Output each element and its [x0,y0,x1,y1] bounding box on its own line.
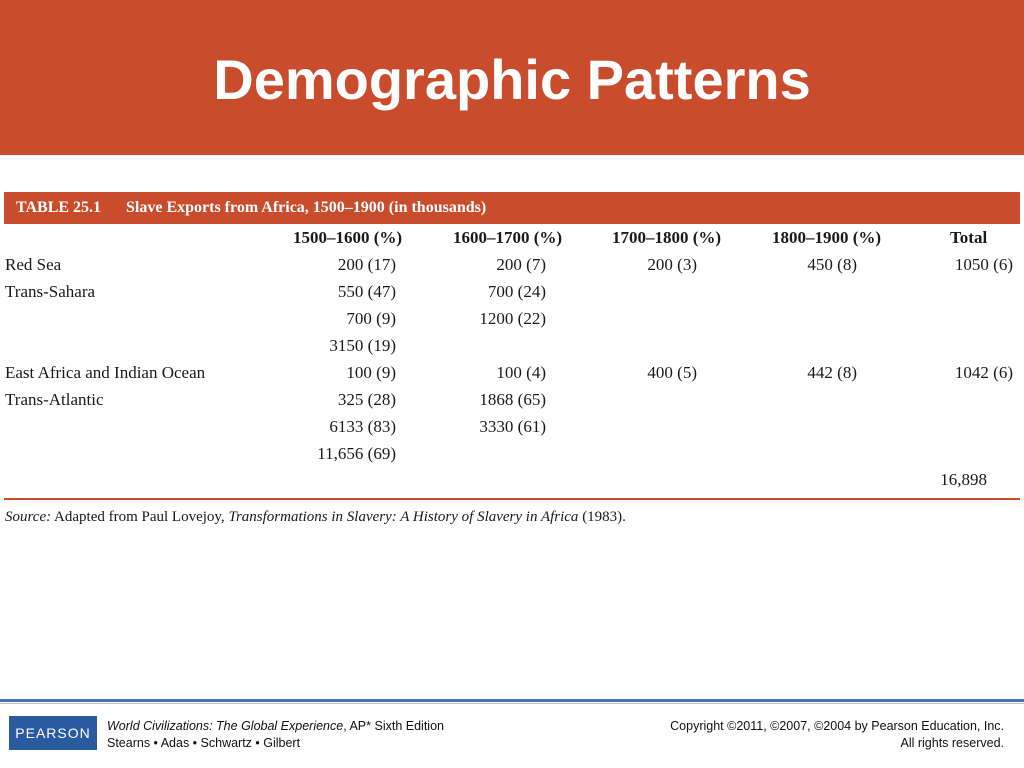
book-edition: , AP* Sixth Edition [343,719,444,733]
book-title: World Civilizations: The Global Experience [107,719,344,733]
table-caption: Slave Exports from Africa, 1500–1900 (in thousands) [126,199,487,216]
table-cell: 1050 (6) [954,255,1013,274]
table-cell: 450 (8) [807,255,857,274]
rights-text: All rights reserved. [900,736,1004,750]
column-header: 1700–1800 (%) [612,228,722,247]
footer-copyright [670,718,1004,752]
table-cell: 442 (8) [807,363,857,382]
row-label: Trans-Sahara [5,282,96,301]
row-label: East Africa and Indian Ocean [5,363,206,382]
table-cell: 400 (5) [647,363,697,382]
table-cell: 200 (17) [337,255,396,274]
table-caption-band [4,192,1020,224]
column-header: 1600–1700 (%) [453,228,563,247]
table-bottom-rule [4,498,1020,500]
table-cell: 3330 (61) [479,417,546,436]
table-cell: 550 (47) [337,282,396,301]
logo-text: PEARSON [15,725,91,741]
copyright-text: Copyright ©2011, ©2007, ©2004 by Pearson Education, Inc. [670,719,1004,733]
table-cell: 200 (7) [496,255,546,274]
table-cell: 200 (3) [647,255,697,274]
table-source [5,509,626,526]
grand-total: 16,898 [940,470,987,489]
table-cell: 100 (9) [346,363,396,382]
source-year: (1983). [582,509,626,525]
column-header: 1500–1600 (%) [293,228,403,247]
footer-book-info [107,718,444,752]
table-cell: 325 (28) [337,390,396,409]
table-cell: 1042 (6) [954,363,1013,382]
row-label: Red Sea [5,255,62,274]
pearson-logo [9,716,97,750]
table-cell: 1868 (65) [479,390,546,409]
column-header: Total [950,228,988,247]
footer-divider [0,699,1024,702]
table-cell: 11,656 (69) [317,444,396,463]
book-authors: Stearns • Adas • Schwartz • Gilbert [107,736,301,750]
column-header: 1800–1900 (%) [772,228,882,247]
table-number: TABLE 25.1 [16,199,102,216]
table-cell: 6133 (83) [329,417,396,436]
table-cell: 700 (24) [487,282,546,301]
table-cell: 3150 (19) [329,336,396,355]
source-label: Source: [5,509,52,525]
source-text: Adapted from Paul Lovejoy, [54,509,225,525]
source-title: Transformations in Slavery: A History of Slavery in Africa [228,509,579,525]
footer-divider-thin [0,703,1024,704]
footer-title-line [107,718,444,735]
slide-title: Demographic Patterns [213,48,811,111]
table-cell: 100 (4) [496,363,546,382]
title-bar [0,0,1024,155]
table-cell: 700 (9) [346,309,396,328]
table-cell: 1200 (22) [479,309,546,328]
row-label: Trans-Atlantic [5,390,104,409]
